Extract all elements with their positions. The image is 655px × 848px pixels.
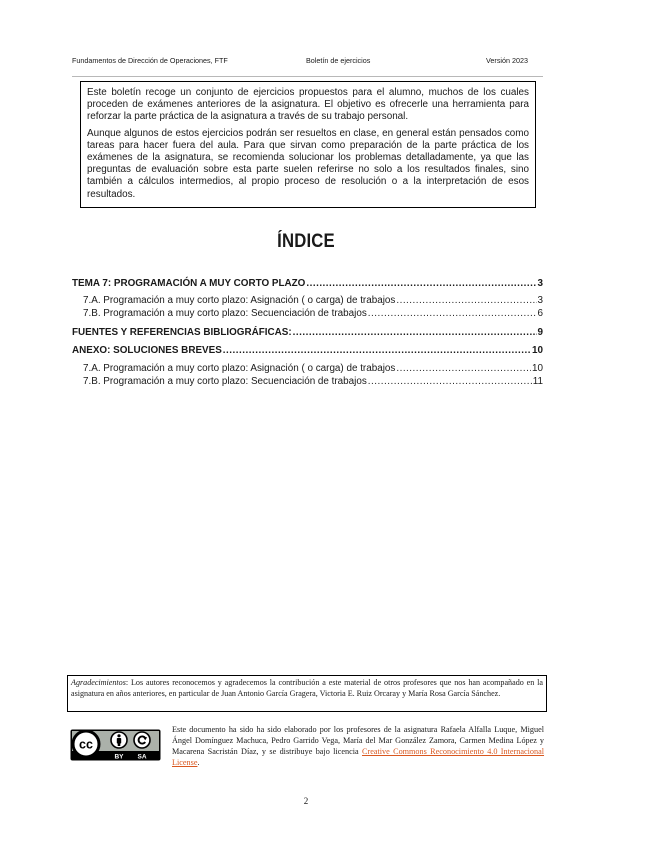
toc-entry-tema-7[interactable] (72, 278, 543, 291)
toc-entry-page: 3 (537, 295, 543, 306)
attribution-legs (118, 743, 121, 746)
acknowledgements-text: : Los autores reconocemos y agradecemos la contribución a este material de otros profesores que nos han acompañado en la asignatura en años anteriores, en particular de Juan Antonio García Gragera, Victoria E. Ruiz Orcaray y María Rosa García Sánchez. (71, 678, 543, 698)
table-of-contents (72, 278, 543, 291)
header-divider (72, 76, 543, 77)
header-document-type: Boletín de ejercicios (306, 56, 371, 65)
by-label: BY (114, 753, 124, 761)
cc-by-sa-license-icon[interactable] (70, 729, 161, 761)
toc-entry-fuentes[interactable] (72, 327, 543, 340)
toc-entry-anexo-7b[interactable] (72, 376, 543, 389)
toc-entry-label: 7.A. Programación a muy corto plazo: Asignación ( o carga) de trabajos (83, 363, 396, 374)
acknowledgements-box (67, 675, 547, 712)
toc-entry-anexo[interactable] (72, 345, 543, 358)
license-suffix: . (197, 758, 200, 767)
page-header (72, 56, 543, 70)
toc-entry-page: 9 (537, 327, 543, 338)
toc-entry-7a[interactable] (72, 295, 543, 308)
intro-paragraph-2: Aunque algunos de estos ejercicios podrán ser resueltos en clase, en general están pensados como tareas para hacer fuera del aula. Para que sirvan como preparación de la parte práctica de los exámenes de la asignatura, se recomienda solucionar los problemas detalladamente, ya que las preguntas de evaluación sobre esta parte suelen referirse no solo a los resultados finales, sino también a cálculos intermedios, al propio proceso de resolución o a la interpretación de esos resultados. (87, 127, 529, 200)
toc-leader-dots (293, 327, 537, 338)
toc-leader-dots (396, 295, 536, 306)
sa-label: SA (137, 753, 147, 761)
share-alike-icon (134, 732, 150, 748)
header-version: Versión 2023 (486, 56, 528, 65)
intro-box (80, 81, 536, 208)
toc-entry-page: 11 (532, 376, 543, 387)
toc-entry-anexo-7a[interactable] (72, 363, 543, 376)
toc-entry-page: 10 (532, 363, 543, 374)
toc-leader-dots (396, 363, 531, 374)
table-of-contents-sub-2 (72, 363, 543, 389)
attribution-head (117, 734, 120, 737)
attribution-body (117, 738, 121, 744)
acknowledgements-label: Agradecimientos (71, 678, 126, 687)
intro-paragraph-1: Este boletín recoge un conjunto de ejercicios propuestos para el alumno, muchos de los cuales proceden de exámenes anteriores de la asignatura. El objetivo es ofrecerle una herramienta para reforzar la parte práctica de la asignatura a través de su trabajo personal. (87, 87, 529, 123)
toc-entry-label: 7.B. Programación a muy corto plazo: Secuenciación de trabajos (83, 376, 367, 387)
table-of-contents-sub-1 (72, 295, 543, 321)
page-number: 2 (303, 796, 309, 806)
cc-letters: cc (79, 737, 93, 752)
toc-entry-label: TEMA 7: PROGRAMACIÓN A MUY CORTO PLAZO (72, 278, 306, 289)
license-link[interactable]: Creative Commons Reconocimiento 4.0 Internacional License (172, 747, 545, 767)
toc-title: ÍNDICE (277, 231, 335, 252)
license-description: Este documento ha sido ha sido elaborado por los profesores de la asignatura Rafaela Alfalla Luque, Miguel Ángel Domínguez Machuca, Pedro Garrido Vega, María del Mar González Zamora, Carmen Medina López y Macarena Sacristán Díaz, y se distribuye bajo licencia (172, 725, 544, 756)
toc-leader-dots (223, 345, 531, 356)
toc-entry-page: 3 (537, 278, 543, 289)
toc-entry-page: 10 (532, 345, 543, 356)
toc-entry-label: ANEXO: SOLUCIONES BREVES (72, 345, 222, 356)
toc-leader-dots (306, 278, 536, 289)
toc-leader-dots (368, 376, 532, 387)
table-of-contents-refs (72, 327, 543, 340)
toc-entry-7b[interactable] (72, 308, 543, 321)
header-course-title: Fundamentos de Dirección de Operaciones, FTF (72, 56, 228, 65)
license-statement (172, 724, 544, 768)
toc-entry-label: 7.B. Programación a muy corto plazo: Secuenciación de trabajos (83, 308, 367, 319)
table-of-contents-anexo (72, 345, 543, 358)
toc-leader-dots (368, 308, 537, 319)
toc-entry-label: 7.A. Programación a muy corto plazo: Asignación ( o carga) de trabajos (83, 295, 396, 306)
toc-entry-label: FUENTES Y REFERENCIAS BIBLIOGRÁFICAS: (72, 327, 292, 338)
toc-entry-page: 6 (537, 308, 543, 319)
